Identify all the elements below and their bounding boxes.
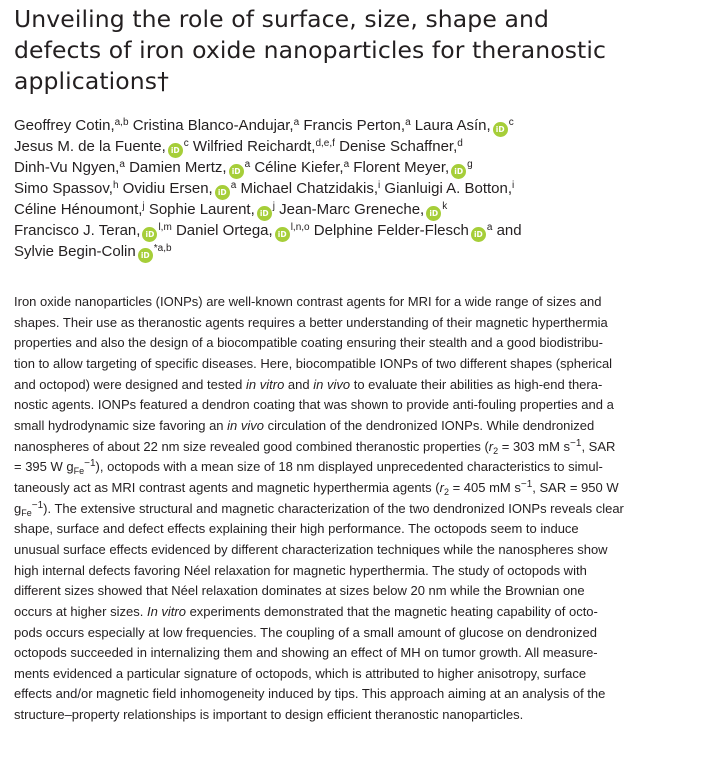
author-affiliation: j (272, 201, 275, 212)
author-name: Ovidiu Ersen, (122, 180, 213, 197)
author-affiliation: a (244, 159, 251, 170)
author-name: Gianluigi A. Botton, (384, 180, 513, 197)
title-line: Unveiling the role of surface, size, shape and (14, 5, 549, 33)
orcid-icon[interactable]: iD (142, 227, 157, 242)
abstract-text: small hydrodynamic size favoring an (14, 417, 228, 433)
title-line: applications† (14, 67, 169, 95)
abstract-text: ), octopods with a mean size of 18 nm displayed unprecedented characteristics to simul- (95, 459, 603, 475)
orcid-icon[interactable]: iD (493, 122, 508, 137)
abstract-line: structure–property relationships is important to design efficient theranostic nanoparticles. (14, 707, 524, 723)
author-affiliation: j (142, 201, 145, 212)
abstract-text: g (14, 500, 22, 516)
article-title (14, 4, 684, 97)
abstract-line: ments evidenced a particular signature of octopods, which is attributed to higher anisotropy, surface (14, 665, 587, 681)
abstract-line (14, 499, 684, 520)
abstract-line: effects and/or magnetic field inhomogeneity induced by tips. This approach aiming at an analysis of the (14, 686, 606, 702)
author-affiliation: a (486, 222, 493, 233)
author-affiliation: c (183, 138, 189, 149)
italic-term: in vitro (246, 376, 285, 392)
abstract-line: Iron oxide nanoparticles (IONPs) are well-known contrast agents for MRI for a wide range of sizes and (14, 294, 602, 309)
abstract-line (14, 375, 684, 396)
abstract-text: , SAR = 950 W (532, 479, 619, 495)
author-line (14, 221, 684, 242)
author-affiliation: a,b (114, 117, 129, 128)
author-affiliation: l,n,o (290, 222, 310, 233)
author-name: Jean-Marc Greneche, (279, 201, 425, 218)
author-name: Sylvie Begin-Colin (14, 243, 136, 260)
superscript: −1 (520, 478, 533, 490)
abstract-text: and (284, 376, 314, 392)
author-affiliation: i (378, 180, 381, 191)
italic-symbol: r (439, 479, 444, 495)
orcid-icon[interactable]: iD (451, 164, 466, 179)
orcid-icon[interactable]: iD (168, 143, 183, 158)
abstract-text: circulation of the dendronized IONPs. While dendronized (264, 417, 595, 433)
italic-term: In vitro (146, 603, 186, 619)
orcid-icon[interactable]: iD (426, 206, 441, 221)
author-line (14, 179, 684, 200)
author-affiliation: g (467, 159, 473, 170)
abstract-line (14, 437, 684, 458)
orcid-icon[interactable]: iD (471, 227, 486, 242)
orcid-icon[interactable]: iD (215, 185, 230, 200)
abstract-line: different sizes showed that Néel relaxation dominates at sizes below 20 nm while the Brownian one (14, 583, 585, 599)
author-line (14, 242, 684, 263)
author-name: Céline Kiefer, (254, 159, 344, 176)
author-name: Francis Perton, (303, 117, 406, 134)
abstract-text: = 395 W g (14, 459, 74, 475)
author-list (14, 116, 684, 263)
orcid-icon[interactable]: iD (229, 164, 244, 179)
abstract-line: properties and also the design of a biocompatible coating ensuring their stealth and a good biodistribu- (14, 335, 603, 351)
author-affiliation: a (119, 159, 125, 170)
abstract-line (14, 478, 684, 499)
orcid-icon[interactable]: iD (138, 248, 153, 263)
abstract-line: unusual surface effects evidenced by different characterization techniques while the nanospheres show (14, 541, 608, 557)
author-affiliation: i (512, 180, 515, 191)
author-line (14, 116, 684, 137)
abstract-text: ). The extensive structural and magnetic characterization of the two dendronized IONPs reveals clear (43, 500, 624, 516)
abstract-text: experiments demonstrated that the magnetic heating capability of octo- (185, 603, 598, 619)
author-line (14, 158, 684, 179)
author-name: Wilfried Reichardt, (192, 138, 316, 155)
author-line (14, 200, 684, 221)
orcid-icon[interactable]: iD (275, 227, 290, 242)
author-name: Florent Meyer, (353, 159, 450, 176)
author-affiliation: d (457, 138, 463, 149)
abstract-line: pods occurs especially at low frequencies. The coupling of a small amount of glucose on dendronized (14, 624, 597, 640)
abstract-line: shapes. Their use as theranostic agents requires a better understanding of their magnetic hyperthermia (14, 314, 608, 330)
author-name: Damien Mertz, (129, 159, 227, 176)
author-name: Jesus M. de la Fuente, (14, 138, 166, 155)
author-line (14, 137, 684, 158)
abstract-text: = 303 mM s (498, 438, 571, 454)
author-name: Francisco J. Teran, (14, 222, 141, 239)
author-name: Michael Chatzidakis, (240, 180, 379, 197)
author-affiliation: a (343, 159, 350, 170)
subscript: Fe (73, 466, 85, 477)
author-name: Denise Schaffner, (339, 138, 458, 155)
author-affiliation: c (508, 117, 514, 128)
author-affiliation: a (230, 180, 237, 191)
abstract-line: shape, surface and defect effects explaining their high performance. The octopods seem to induce (14, 521, 579, 537)
orcid-icon[interactable]: iD (257, 206, 272, 221)
author-conjunction: and (496, 222, 522, 239)
author-name: Cristina Blanco-Andujar, (132, 117, 294, 134)
subscript: Fe (21, 507, 32, 518)
author-affiliation: h (112, 180, 119, 191)
author-name: Geoffrey Cotin, (14, 117, 115, 134)
author-name: Daniel Ortega, (175, 222, 273, 239)
abstract-text: taneously act as MRI contrast agents and magnetic hyperthermia agents ( (14, 479, 440, 495)
italic-symbol: r (488, 438, 494, 454)
subscript: 2 (443, 486, 449, 497)
author-name: Laura Asín, (414, 117, 491, 134)
author-name: Delphine Felder-Flesch (313, 222, 469, 239)
abstract-text: occurs at higher sizes. (14, 603, 147, 619)
author-name: Sophie Laurent, (148, 201, 255, 218)
abstract-text: and octopod) were designed and tested (14, 376, 247, 392)
abstract-text: = 405 mM s (448, 479, 521, 495)
abstract-line: high internal defects favoring Néel relaxation for magnetic hyperthermia. The study of octopods with (14, 562, 587, 578)
author-affiliation: a (293, 117, 300, 128)
author-affiliation: d,e,f (315, 138, 335, 149)
abstract-text: , SAR (581, 438, 616, 454)
author-name: Simo Spassov, (14, 180, 113, 197)
superscript: −1 (84, 458, 96, 470)
abstract-line (14, 457, 684, 478)
superscript: −1 (31, 499, 44, 511)
abstract-text: to evaluate their abilities as high-end thera- (350, 376, 603, 392)
author-affiliation: a (405, 117, 411, 128)
abstract-text: nanospheres of about 22 nm size revealed good combined theranostic properties ( (14, 438, 489, 454)
abstract-line (14, 416, 684, 437)
italic-term: in vivo (227, 417, 265, 433)
author-name: Céline Hénoumont, (14, 201, 143, 218)
subscript: 2 (493, 445, 499, 456)
italic-term: in vivo (313, 376, 351, 392)
abstract-line: tion to allow targeting of specific diseases. Here, biocompatible IONPs of two different shapes (spherical (14, 355, 613, 371)
author-affiliation: *a,b (153, 243, 172, 254)
author-affiliation: l,m (158, 222, 172, 233)
abstract-line: octopods succeeded in internalizing them and showing an effect of MH on tumor growth. All measure- (14, 645, 598, 661)
title-line: defects of iron oxide nanoparticles for theranostic (14, 36, 607, 64)
abstract (14, 292, 684, 726)
author-affiliation: k (442, 201, 448, 212)
author-name: Dinh-Vu Ngyen, (14, 159, 120, 176)
abstract-line: nostic agents. IONPs featured a dendron coating that was shown to provide anti-fouling properties and a (14, 397, 614, 413)
abstract-line (14, 602, 684, 623)
superscript: −1 (570, 437, 582, 449)
